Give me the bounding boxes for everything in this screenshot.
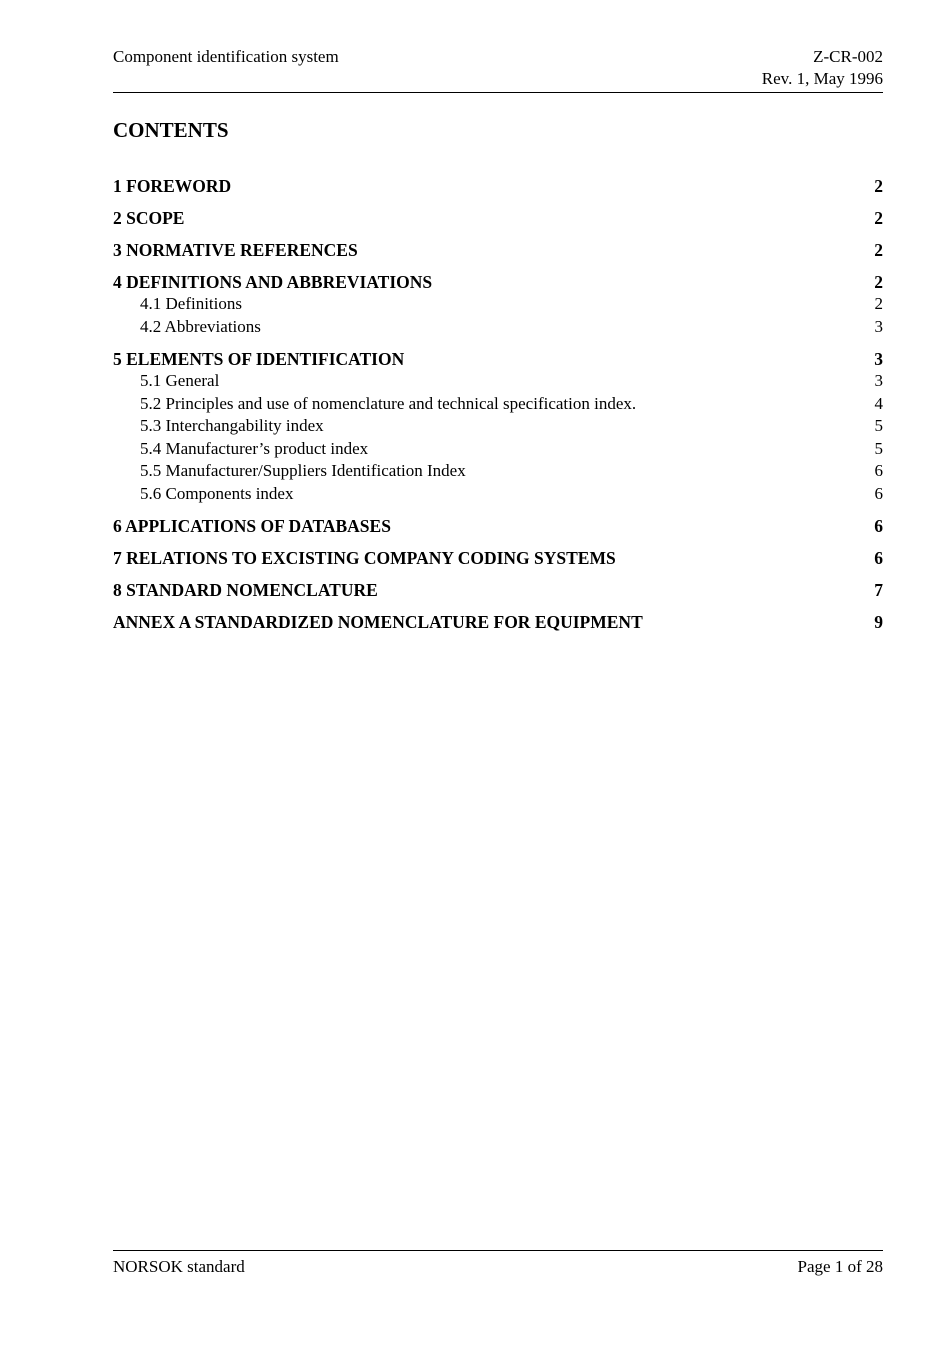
toc-subentry-title: 5.5 Manufacturer/Suppliers Identification Index bbox=[140, 461, 466, 480]
toc-subentry-title: 4.1 Definitions bbox=[140, 294, 242, 313]
toc-subentry[interactable] bbox=[113, 460, 883, 483]
toc-subentry-title: 5.4 Manufacturer’s product index bbox=[140, 438, 369, 458]
page-header bbox=[113, 46, 883, 93]
toc-subentry[interactable] bbox=[113, 293, 883, 316]
toc-subentry-title: 4.2 Abbreviations bbox=[140, 316, 261, 336]
toc-entry[interactable] bbox=[113, 547, 883, 569]
toc-subentry-page: 3 bbox=[874, 371, 883, 390]
toc-entry[interactable] bbox=[113, 239, 883, 261]
page-number: Page 1 of 28 bbox=[797, 1257, 883, 1276]
document-code: Z-CR-002 bbox=[813, 47, 883, 66]
toc-subentry[interactable] bbox=[113, 415, 883, 438]
toc-subentry-page: 5 bbox=[874, 438, 883, 458]
toc-entry[interactable] bbox=[113, 579, 883, 601]
toc-entry-title: 7 RELATIONS TO EXCISTING COMPANY CODING SYSTEMS bbox=[113, 548, 616, 568]
toc-subentry[interactable] bbox=[113, 316, 883, 339]
toc-section bbox=[113, 207, 883, 229]
toc-section bbox=[113, 579, 883, 601]
toc-entry-page: 2 bbox=[874, 208, 883, 228]
toc-entry-page: 7 bbox=[874, 580, 883, 600]
toc-entry-page: 9 bbox=[874, 612, 883, 632]
toc-subentry-page: 6 bbox=[874, 461, 883, 480]
toc-subentry-title: 5.2 Principles and use of nomenclature and technical specification index. bbox=[140, 393, 637, 413]
toc-entry[interactable] bbox=[113, 515, 883, 537]
page-footer bbox=[113, 1250, 883, 1278]
footer-standard-name: NORSOK standard bbox=[113, 1257, 245, 1276]
toc-subentry[interactable] bbox=[113, 393, 883, 416]
document-title: Component identification system bbox=[113, 47, 339, 66]
toc-subentry-title: 5.1 General bbox=[140, 371, 220, 390]
toc-subentry[interactable] bbox=[113, 438, 883, 461]
contents-heading: CONTENTS bbox=[113, 118, 229, 142]
toc-entry-page: 2 bbox=[874, 240, 883, 260]
toc-entry[interactable] bbox=[113, 271, 883, 293]
toc-entry-title: 3 NORMATIVE REFERENCES bbox=[113, 240, 358, 260]
toc-subentry[interactable] bbox=[113, 370, 883, 393]
toc-entry-title: 5 ELEMENTS OF IDENTIFICATION bbox=[113, 349, 405, 369]
toc-subentry-title: 5.3 Interchangability index bbox=[140, 416, 324, 435]
toc-section bbox=[113, 547, 883, 569]
toc-entry-title: 6 APPLICATIONS OF DATABASES bbox=[113, 516, 391, 536]
toc-entry-title: 4 DEFINITIONS AND ABBREVIATIONS bbox=[113, 272, 433, 292]
toc-entry-page: 2 bbox=[874, 176, 883, 196]
toc-entry[interactable] bbox=[113, 611, 883, 633]
toc-entry-page: 3 bbox=[874, 349, 883, 369]
toc-entry-title: 8 STANDARD NOMENCLATURE bbox=[113, 580, 378, 600]
toc-entry-title: 2 SCOPE bbox=[113, 208, 185, 228]
toc-subentry-page: 4 bbox=[874, 393, 883, 413]
toc-subentry[interactable] bbox=[113, 483, 883, 506]
toc-subentry-page: 3 bbox=[874, 316, 883, 336]
toc-section bbox=[113, 611, 883, 633]
toc-subentry-page: 6 bbox=[874, 483, 883, 503]
toc-section bbox=[113, 175, 883, 197]
toc-section bbox=[113, 348, 883, 505]
revision-date: Rev. 1, May 1996 bbox=[761, 69, 883, 88]
toc-entry-title: 1 FOREWORD bbox=[113, 176, 232, 196]
toc-section bbox=[113, 271, 883, 338]
toc-subentry-title: 5.6 Components index bbox=[140, 483, 294, 503]
table-of-contents bbox=[113, 175, 883, 643]
toc-section bbox=[113, 239, 883, 261]
toc-entry-page: 6 bbox=[874, 516, 883, 536]
toc-entry-page: 6 bbox=[874, 548, 883, 568]
toc-entry[interactable] bbox=[113, 175, 883, 197]
toc-section bbox=[113, 515, 883, 537]
toc-entry[interactable] bbox=[113, 207, 883, 229]
toc-entry-title: ANNEX A STANDARDIZED NOMENCLATURE FOR EQUIPMENT bbox=[113, 612, 643, 632]
toc-subentry-page: 2 bbox=[874, 294, 883, 313]
toc-entry-page: 2 bbox=[874, 272, 883, 292]
toc-entry[interactable] bbox=[113, 348, 883, 370]
toc-subentry-page: 5 bbox=[874, 416, 883, 435]
